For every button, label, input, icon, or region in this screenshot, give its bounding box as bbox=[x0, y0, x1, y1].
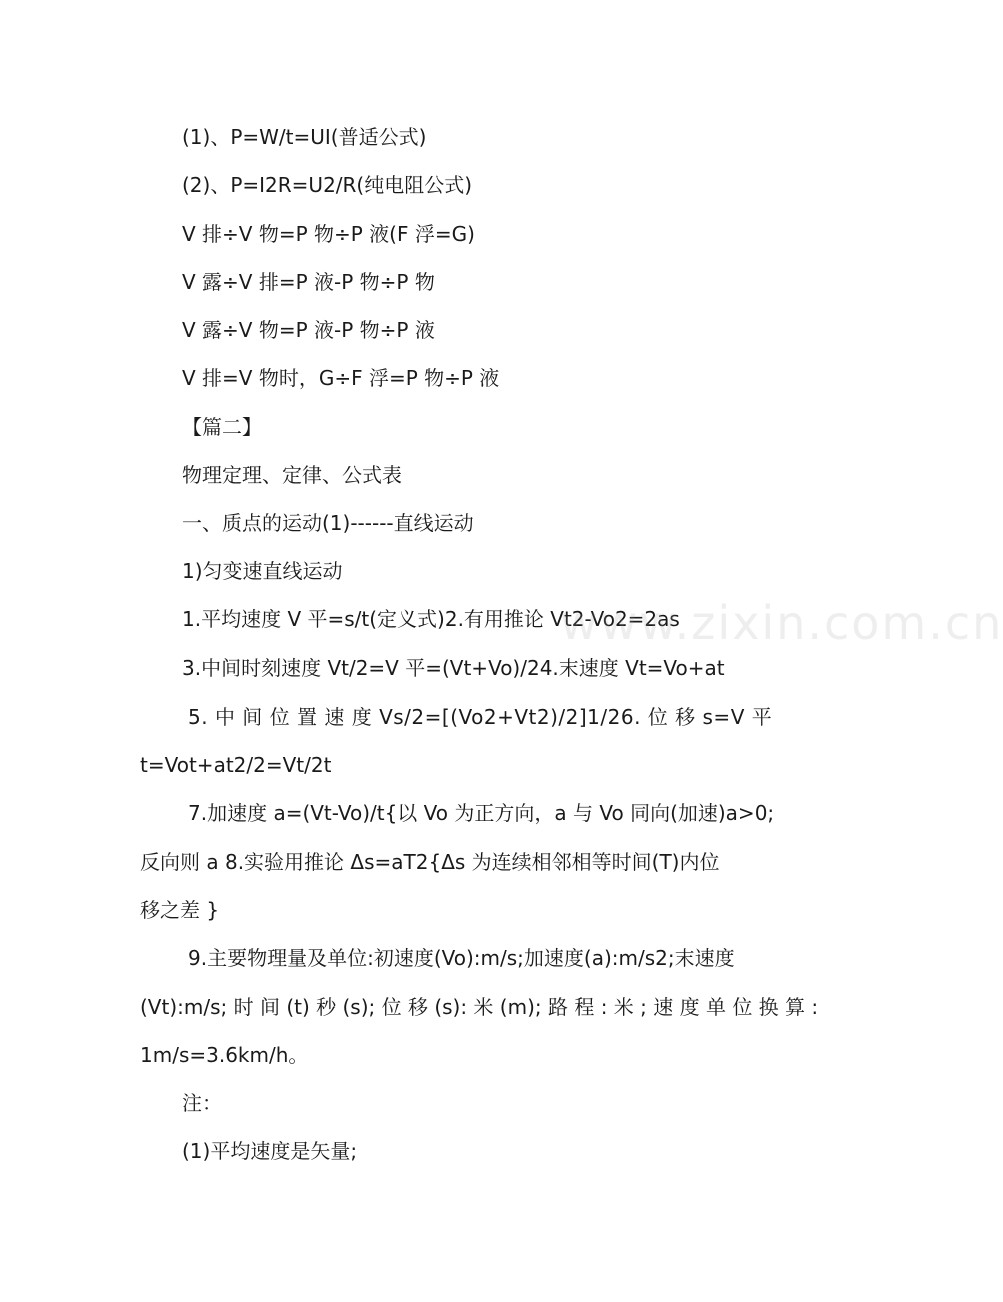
formula-power-resistive: (2)、P=I2R=U2/R(纯电阻公式) bbox=[182, 173, 473, 197]
document-title: 物理定理、定律、公式表 bbox=[182, 463, 402, 487]
formula-acceleration: 7.加速度 a=(Vt-Vo)/t{以 Vo 为正方向，a 与 Vo 同向(加速)a>0; bbox=[188, 801, 775, 825]
units-paragraph-line2: (Vt):m/s; 时 间 (t) 秒 (s); 位 移 (s): 米 (m); 路 程 : 米 ; 速 度 单 位 换 算 : bbox=[140, 995, 819, 1019]
section-heading-part2: 【篇二】 bbox=[182, 415, 262, 439]
formula-experiment-inference-cont: 移之差 } bbox=[140, 898, 220, 922]
formula-buoyancy-2: V 露÷V 排=P 液-P 物÷P 物 bbox=[182, 270, 435, 294]
formula-buoyancy-1: V 排÷V 物=P 物÷P 液(F 浮=G) bbox=[182, 222, 475, 246]
units-paragraph-line1: 9.主要物理量及单位:初速度(Vo):m/s;加速度(a):m/s2;末速度 bbox=[188, 946, 735, 970]
units-paragraph-line3: 1m/s=3.6km/h。 bbox=[140, 1043, 309, 1067]
subsection-heading: 1)匀变速直线运动 bbox=[182, 559, 343, 583]
formula-buoyancy-3: V 露÷V 物=P 液-P 物÷P 液 bbox=[182, 318, 435, 342]
note-heading: 注： bbox=[182, 1091, 222, 1115]
formula-experiment-inference: 反向则 a 8.实验用推论 Δs=aT2{Δs 为连续相邻相等时间(T)内位 bbox=[140, 850, 720, 874]
formula-average-velocity: 1.平均速度 V 平=s/t(定义式)2.有用推论 Vt2-Vo2=2as bbox=[182, 607, 680, 631]
formula-buoyancy-4: V 排=V 物时，G÷F 浮=P 物÷P 液 bbox=[182, 366, 500, 390]
formula-power-general: (1)、P=W/t=UI(普适公式) bbox=[182, 125, 427, 149]
formula-mid-time-velocity: 3.中间时刻速度 Vt/2=V 平=(Vt+Vo)/24.末速度 Vt=Vo+at bbox=[182, 656, 725, 680]
note-item-1: (1)平均速度是矢量; bbox=[182, 1139, 358, 1163]
watermark-logo: www.zixin.com.cn bbox=[560, 596, 1003, 650]
formula-displacement-cont: t=Vot+at2/2=Vt/2t bbox=[140, 753, 332, 777]
formula-mid-position-velocity: 5. 中 间 位 置 速 度 Vs/2=[(Vo2+Vt2)/2]1/26. 位 移 s=V 平 bbox=[188, 705, 773, 729]
chapter-heading: 一、质点的运动(1)------直线运动 bbox=[182, 511, 474, 535]
